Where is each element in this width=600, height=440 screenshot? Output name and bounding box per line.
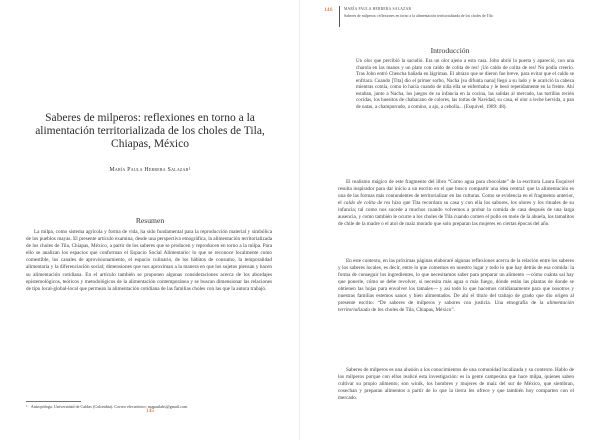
author-footnote-mark: 1 (188, 167, 191, 171)
footnote-text: Antropóloga, Universidad de Caldas (Colombia). Correo electrónico: mapaulahs@gmail.com (30, 404, 188, 409)
body-paragraph-2 (338, 258, 574, 314)
body-paragraph-3: Saberes de milperos es una alusión a los conocimientos de una comunidad localizada y su contexto. Hablo de los milperos porque con ellos realicé esta investigación: es la gente campesina que hace milpa, quienes saben cultivar su propio alimento; son winik, los hombres y mujeres de maíz del sur de México, que siembran, cosechan y preparan alimentos a partir de lo que la tierra les ofrece y que también hoy comparten con el mercado. (338, 367, 574, 401)
p2-italic: alimentación territorializada (338, 300, 574, 313)
running-header-title: Saberes de milperos: reflexiones en torno a la alimentación territorializada de los choles de Tila (344, 14, 493, 18)
author-name-text: María Paula Herrera Salazar (109, 167, 189, 173)
p1-text-b: hizo que Tita recordara su casa y con ella los sabores, los olores y los rituales de su infancia; tal como nos sucede a muchos cuando volvemos a probar la comida de casa después de una larga ausencia, y como también le ocurre a los choles de Tila cuando comen el pollo en mole de la abuela, los tamalitos de chile de la madre o el atol de maíz morado que solo preparan las mujeres en ciertas épocas del año. (338, 200, 574, 227)
abstract-heading: Resumen (135, 216, 165, 225)
p1-text-a: El realismo mágico de este fragmento del libro “Como agua para chocolate” de la escritora Laura Esquivel resulta inspirador para dar inicio a un escrito en el que busco compartir una idea central: que la alimentación es una de las formas más contundentes de territorializar en las culturas. Como se evidencia en el fragmento anterior, el (338, 179, 574, 206)
author-name (20, 167, 280, 173)
body-paragraph-1 (338, 179, 574, 228)
abstract-text: La milpa, como sistema agrícola y forma de vida, ha sido fundamental para la reproducción material y simbólica de los pueblos mayas. El presente artículo examina, desde una perspectiva etnográfica, la alimentación territorializada de los choles de Tila, Chiapas, México, a partir de los saberes que se producen y reproducen en torno a la milpa. Para ello se analizan los espacios que conforman el Espacio Social Alimentario: lo que se reconoce localmente como comestible, los canales de aprovisionamiento, el espacio culinario, de los hábitos de consumo, la temporalidad alimentaria y la diferenciación social; dimensiones que nos aproximan a la manera en que los sujetos piensan y hacen su alimentación cotidiana. En el artículo también se proponen algunas consideraciones acerca de los abordajes epistemológicos, teóricos y metodológicos de la alimentación contemporánea y se buscan dimensionar las relaciones de tipo local-global-local que permean la alimentación cotidiana de las familias choles con las que la autora trabajó. (26, 229, 272, 292)
running-header-author: MARÍA PAULA HERRERA SALAZAR (344, 7, 412, 11)
right-page (300, 0, 600, 440)
p2-text-b: de los choles de Tila, Chiapas, México”. (370, 307, 456, 313)
footnote-divider (26, 401, 81, 402)
page-number-left: 145 (145, 408, 155, 414)
p1-italic: caldo de colita de res (343, 200, 391, 206)
footnote-mark: 1 (26, 404, 28, 408)
running-header-rule (339, 6, 340, 27)
epigraph-quote: Un olor que percibió la sacudió. Era un olor ajeno a esta casa. John abrió la puerta y apareció, con una charola en las manos y un plato con caldo de colita de res! ¡Un caldo de colita de res! No podía creerlo. Tras John entró Chencha bañada en lágrimas. El abrazo que se dieron fue breve, para evitar que el caldo se enfriara. Cuando [Tita] dio el primer sorbo, Nacha [su difunta nana] llegó a su lado y le acarició la cabeza mientras comía, como lo hacía cuando de niña ella se enfermaba y le besó repetidamente en la frente. Ahí estaban, junto a Nacha, los juegos de su infancia en la cocina, las salidas al mercado, las tortillas recién cocidas, los huesitos de chabacano de colores, las tortas de Navidad, su casa, el olor a leche hervida, a pan de natas, a champurrado, a comino, a ajo, a cebolla... (Esquivel, 1989: 48). (356, 58, 574, 110)
page-number-right: 146 (324, 7, 333, 13)
p2-text-a: En este contexto, en las próximas páginas elaboraré algunas reflexiones acerca de la relación entre los saberes y los saberes locales, es decir, entre lo que comemos en nuestro lugar y todo lo que hay detrás de esa comida: la forma de conseguir los ingredientes, lo que necesitamos saber para preparar un alimento —cómo cuánta sal hay que ponerle, cómo se debe revolver, si necesita más agua o más fuego, dónde están las plantas de donde se obtienen las hojas para envolver los tamales— y así todo lo que hacemos cotidianamente para que nosotros y nuestras familias estemos sanos y bien alimentados. De ahí el título del trabajo de grado que dio origen al presente escrito: “De saberes de milperos y sabores con justicia. Una etnografía de la (338, 258, 575, 306)
article-title: Saberes de milperos: reflexiones en torno a la alimentación territorializada de los choles de Tila, Chiapas, México (35, 112, 265, 150)
introduction-heading: Introducción (430, 46, 470, 55)
